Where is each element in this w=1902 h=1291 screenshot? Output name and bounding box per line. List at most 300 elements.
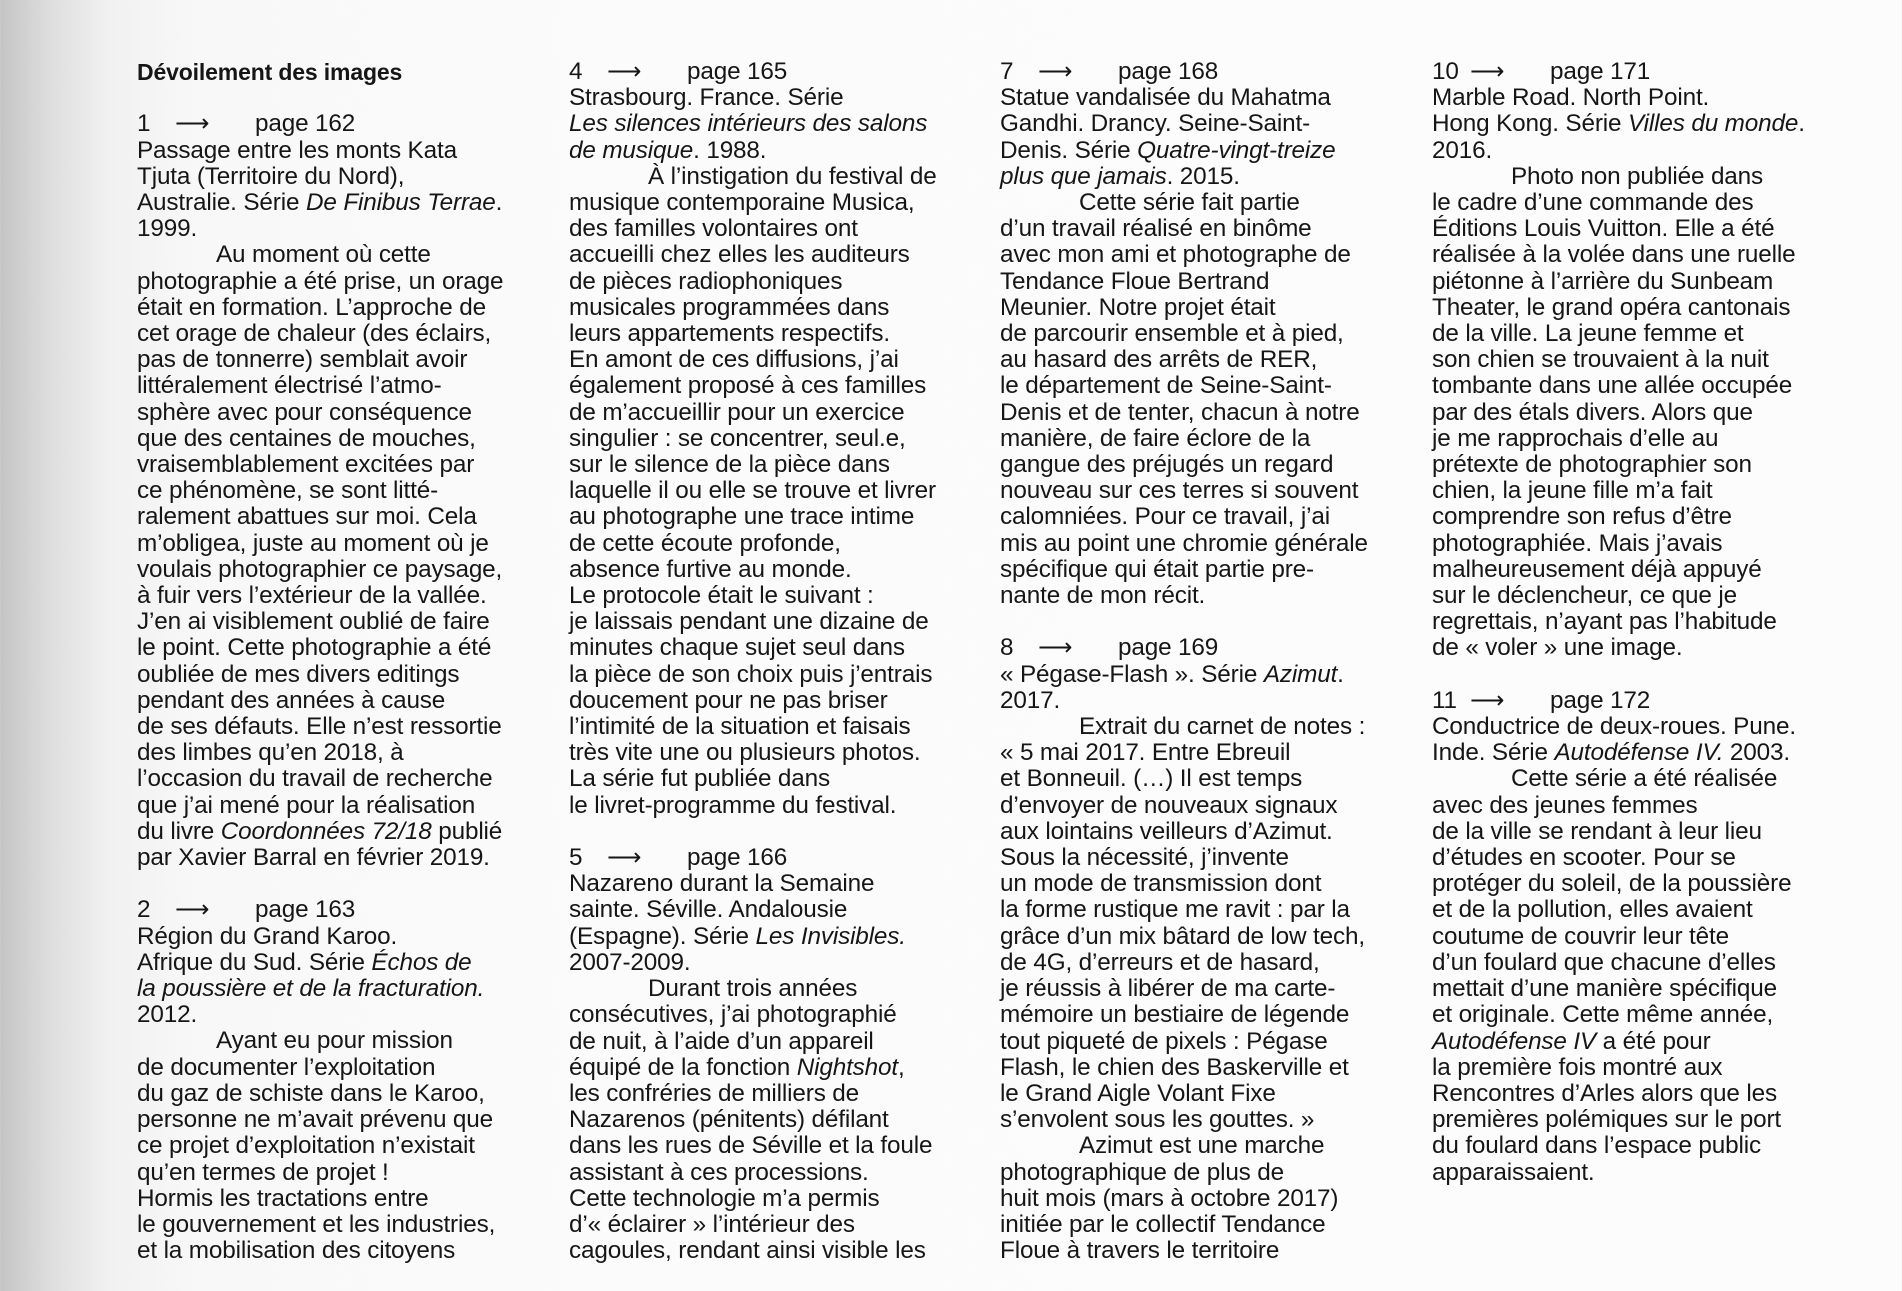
italic-title: la poussière et de la fracturation. [137, 975, 485, 1003]
line-text: initiée par le collectif Tendance [1000, 1210, 1326, 1238]
text-line [137, 583, 557, 609]
line-text: Tjuta (Territoire du Nord), [137, 162, 405, 190]
text-line [1000, 138, 1420, 164]
text-line [137, 609, 557, 635]
text-line [569, 1107, 989, 1133]
line-text: Éditions Louis Vuitton. Elle a été [1432, 215, 1775, 243]
text-line [1000, 216, 1420, 242]
text-line [1000, 1029, 1420, 1055]
text-line [1432, 242, 1852, 268]
text-line [1432, 478, 1852, 504]
text-line [1432, 740, 1852, 766]
entry-number: 1 [137, 110, 151, 138]
text-line [569, 321, 989, 347]
text-line [1432, 950, 1852, 976]
line-text: huit mois (mars à octobre 2017) [1000, 1184, 1339, 1212]
text-line [569, 531, 989, 557]
entry-header [1432, 688, 1852, 714]
text-line [137, 1160, 557, 1186]
line-text: pas de tonnerre) semblait avoir [137, 346, 468, 374]
line-text: la forme rustique me ravit : par la [1000, 896, 1350, 924]
text-line [569, 400, 989, 426]
line-text: Flash, le chien des Baskerville et [1000, 1053, 1349, 1081]
text-line [137, 557, 557, 583]
text-line [1000, 242, 1420, 268]
text-line [137, 138, 557, 164]
text-line [137, 190, 557, 216]
text-line [1000, 662, 1420, 688]
line-text: que j’ai mené pour la réalisation [137, 791, 476, 819]
text-line [137, 400, 557, 426]
line-text: le cadre d’une commande des [1432, 189, 1754, 217]
line-text: musique contemporaine Musica, [569, 189, 915, 217]
text-line [569, 714, 989, 740]
entry-number: 10 [1432, 58, 1459, 85]
text-line [1432, 924, 1852, 950]
text-line [1000, 1081, 1420, 1107]
text-line [1000, 793, 1420, 819]
line-text: de la ville. La jeune femme et [1432, 320, 1744, 348]
entry-number: 11 [1432, 686, 1457, 714]
italic-title: Autodéfense IV [1432, 1027, 1597, 1055]
line-text: Marble Road. North Point. [1432, 84, 1710, 112]
arrow-icon: ⟶ [175, 110, 210, 138]
text-line [1432, 557, 1852, 583]
caption-entry [1000, 635, 1420, 1264]
text-line [137, 295, 557, 321]
line-text: (Espagne). Série [569, 922, 756, 950]
text-line [569, 478, 989, 504]
line-text: premières polémiques sur le port [1432, 1106, 1782, 1134]
line-text: le Grand Aigle Volant Fixe [1000, 1079, 1276, 1107]
text-line [1432, 1160, 1852, 1186]
page-reference: page 162 [255, 110, 356, 138]
italic-title: De Finibus Terrae [305, 189, 496, 216]
line-text: d’un foulard que chacune d’elles [1432, 948, 1776, 976]
line-text: Gandhi. Drancy. Seine-Saint- [1000, 110, 1311, 138]
text-line [137, 819, 557, 845]
line-text: leurs appartements respectifs. [569, 320, 890, 348]
page-reference: page 166 [687, 844, 788, 872]
line-text: 2007-2009. [569, 948, 691, 976]
line-text: Le protocole était le suivant : [569, 582, 874, 610]
line-text: de 4G, d’erreurs et de hasard, [1000, 948, 1320, 976]
line-text: vraisemblablement excitées par [137, 451, 475, 479]
line-text: grâce d’un mix bâtard de low tech, [1000, 922, 1365, 950]
line-text: de documenter l’exploitation [137, 1053, 436, 1081]
text-line [1432, 295, 1852, 321]
text-line [137, 426, 557, 452]
text-line [569, 452, 989, 478]
italic-title: Coordonnées 72/18 [220, 817, 432, 845]
line-text: de cette écoute profonde, [569, 529, 841, 557]
text-line [137, 1002, 557, 1028]
line-text-after: , [898, 1053, 905, 1081]
text-line [137, 531, 557, 557]
line-text-after: publié [431, 817, 503, 845]
line-text: Statue vandalisée du Mahatma [1000, 84, 1331, 112]
text-line [137, 1186, 557, 1212]
line-text: Floue à travers le territoire [1000, 1237, 1280, 1265]
line-text-after: . [1337, 660, 1344, 688]
text-line [1432, 793, 1852, 819]
text-line [1432, 845, 1852, 871]
text-line [569, 871, 989, 897]
text-line [1432, 321, 1852, 347]
text-line [137, 688, 557, 714]
text-line [1000, 452, 1420, 478]
line-text: mémoire un bestiaire de légende [1000, 1001, 1350, 1029]
text-line [1000, 1002, 1420, 1028]
text-column-1 [137, 59, 557, 1291]
line-text: d’« éclairer » l’intérieur des [569, 1210, 855, 1238]
line-text: Rencontres d’Arles alors que les [1432, 1079, 1777, 1107]
text-line [569, 347, 989, 373]
text-line [137, 1133, 557, 1159]
line-text: au photographe une trace intime [569, 503, 915, 531]
text-line [1000, 688, 1420, 714]
line-text: les confréries de milliers de [569, 1079, 860, 1107]
text-line [569, 85, 989, 111]
text-line [1000, 1186, 1420, 1212]
line-text: des limbes qu’en 2018, à [137, 739, 404, 767]
text-line [1000, 845, 1420, 871]
arrow-icon: ⟶ [607, 844, 642, 872]
text-line [1000, 373, 1420, 399]
line-text: À l’instigation du festival de [648, 162, 937, 190]
text-line [1432, 583, 1852, 609]
line-text: du foulard dans l’espace public [1432, 1132, 1761, 1160]
text-line [1432, 1081, 1852, 1107]
line-text: 2012. [137, 1001, 198, 1029]
line-text: Inde. Série [1432, 739, 1555, 767]
line-text: je laissais pendant une dizaine de [569, 608, 929, 636]
entry-number: 4 [569, 58, 583, 85]
text-line [1000, 478, 1420, 504]
text-line [1000, 766, 1420, 792]
line-text: dans les rues de Séville et la foule [569, 1132, 933, 1160]
line-text: oubliée de mes divers editings [137, 660, 460, 688]
text-line [1000, 111, 1420, 137]
line-text: 2017. [1000, 686, 1061, 714]
text-line [569, 373, 989, 399]
line-text-after: . [1798, 110, 1805, 138]
text-line [1432, 190, 1852, 216]
line-text: qu’en termes de projet ! [137, 1158, 389, 1186]
text-line [569, 1186, 989, 1212]
line-text: de la ville se rendant à leur lieu [1432, 817, 1762, 845]
text-line [1432, 216, 1852, 242]
line-text: d’envoyer de nouveaux signaux [1000, 791, 1338, 819]
text-line [569, 138, 989, 164]
line-text: consécutives, j’ai photographié [569, 1001, 897, 1029]
line-text: avec mon ami et photographe de [1000, 241, 1351, 269]
text-line [1000, 819, 1420, 845]
text-line [137, 321, 557, 347]
line-text: regrettais, n’ayant pas l’habitude [1432, 608, 1777, 636]
line-text: s’envolent sous les gouttes. » [1000, 1106, 1315, 1134]
text-line [1432, 871, 1852, 897]
entry-number: 8 [1000, 634, 1014, 662]
text-line [137, 1107, 557, 1133]
text-line [1432, 400, 1852, 426]
text-line [569, 111, 989, 137]
text-line [569, 793, 989, 819]
caption-entry [1000, 59, 1420, 609]
text-column-4 [1432, 59, 1852, 1212]
text-line [137, 164, 557, 190]
text-line [137, 766, 557, 792]
caption-entry [1432, 59, 1852, 662]
line-text: des familles volontaires ont [569, 215, 858, 243]
line-text: du livre [137, 817, 221, 845]
line-text-after: . 1988. [693, 136, 767, 164]
text-line [1432, 1002, 1852, 1028]
section-heading: Dévoilement des images [137, 59, 403, 85]
line-text: la pièce de son choix puis j’entrais [569, 660, 933, 688]
text-line [1432, 609, 1852, 635]
text-line [137, 1028, 557, 1054]
text-line [1000, 924, 1420, 950]
text-line [1432, 531, 1852, 557]
line-text: accueilli chez elles les auditeurs [569, 241, 910, 269]
italic-title: Azimut [1263, 660, 1338, 688]
line-text: et de la pollution, elles avaient [1432, 896, 1753, 924]
italic-title: Les Invisibles. [755, 922, 906, 950]
line-text: par Xavier Barral en février 2019. [137, 844, 490, 872]
line-text: Conductrice de deux-roues. Pune. [1432, 713, 1796, 741]
text-line [1000, 871, 1420, 897]
line-text: mettait d’une manière spécifique [1432, 975, 1778, 1003]
line-text-after: a été pour [1596, 1027, 1711, 1055]
line-text: et originale. Cette même année, [1432, 1001, 1774, 1029]
line-text: son chien se trouvaient à la nuit [1432, 346, 1769, 374]
text-column-2 [569, 59, 989, 1291]
text-line [137, 269, 557, 295]
text-line [1432, 635, 1852, 661]
line-text: Australie. Série [137, 189, 306, 216]
line-text: Denis. Série [1000, 136, 1138, 164]
line-text: absence furtive au monde. [569, 555, 852, 583]
text-line [1000, 897, 1420, 923]
italic-title: Échos de [371, 948, 472, 976]
text-line [569, 190, 989, 216]
text-line [1432, 1133, 1852, 1159]
line-text: Cette série fait partie [1079, 189, 1300, 217]
text-line [1000, 976, 1420, 1002]
line-text-after: 2003. [1723, 739, 1790, 767]
line-text: Azimut est une marche [1079, 1132, 1325, 1160]
arrow-icon: ⟶ [1470, 58, 1505, 85]
text-line [137, 714, 557, 740]
text-line [137, 635, 557, 661]
text-line [137, 1081, 557, 1107]
line-text: coutume de couvrir leur tête [1432, 922, 1729, 950]
text-line [137, 373, 557, 399]
line-text: Nazarenos (pénitents) défilant [569, 1106, 889, 1134]
line-text: aux lointains veilleurs d’Azimut. [1000, 817, 1333, 845]
page-reference: page 171 [1550, 58, 1651, 85]
line-text: Ayant eu pour mission [216, 1027, 453, 1055]
text-line [1000, 400, 1420, 426]
text-line [1432, 138, 1852, 164]
line-text: d’études en scooter. Pour se [1432, 844, 1736, 872]
line-text: sphère avec pour conséquence [137, 398, 472, 426]
line-text: Sous la nécessité, j’invente [1000, 844, 1289, 872]
line-text: de « voler » une image. [1432, 634, 1683, 662]
line-text: Photo non publiée dans [1511, 162, 1764, 190]
line-text: Afrique du Sud. Série [137, 948, 372, 976]
text-line [137, 740, 557, 766]
text-line [137, 924, 557, 950]
line-text: Passage entre les monts Kata [137, 136, 457, 164]
text-line [1432, 819, 1852, 845]
caption-entry [137, 111, 557, 871]
text-line [569, 766, 989, 792]
line-text: littéralement électrisé l’atmo- [137, 372, 442, 400]
line-text: et la mobilisation des citoyens [137, 1237, 456, 1265]
line-text: réalisée à la volée dans une ruelle [1432, 241, 1796, 269]
text-line [1000, 1107, 1420, 1133]
line-text: le point. Cette photographie a été [137, 634, 492, 662]
italic-title: plus que jamais [1000, 162, 1167, 190]
text-line [1000, 85, 1420, 111]
text-line [1000, 950, 1420, 976]
text-line [569, 924, 989, 950]
line-text: 1999. [137, 215, 198, 243]
line-text: de nuit, à l’aide d’un appareil [569, 1027, 874, 1055]
text-line [569, 583, 989, 609]
line-text: photographiée. Mais j’avais [1432, 529, 1723, 557]
text-line [1000, 504, 1420, 530]
line-text: singulier : se concentrer, seul.e, [569, 424, 906, 452]
line-text: protéger du soleil, de la poussière [1432, 870, 1792, 898]
entry-header [137, 897, 557, 923]
entry-header [137, 111, 557, 137]
line-text: équipé de la fonction [569, 1053, 797, 1081]
line-text: de parcourir ensemble et à pied, [1000, 320, 1344, 348]
line-text: « 5 mai 2017. Entre Ebreuil [1000, 739, 1291, 767]
line-text: le gouvernement et les industries, [137, 1210, 496, 1238]
text-line [1000, 269, 1420, 295]
line-text: ce phénomène, se sont litté- [137, 477, 439, 505]
line-text: de pièces radiophoniques [569, 267, 843, 295]
line-text: Cette série a été réalisée [1511, 765, 1778, 793]
line-text: avec des jeunes femmes [1432, 791, 1698, 819]
text-line [569, 635, 989, 661]
line-text: minutes chaque sujet seul dans [569, 634, 905, 662]
line-text: de m’accueillir pour un exercice [569, 398, 905, 426]
text-line [1000, 426, 1420, 452]
line-text: également proposé à ces familles [569, 372, 927, 400]
line-text: photographique de plus de [1000, 1158, 1285, 1186]
text-line [1432, 164, 1852, 190]
line-text: était en formation. L’approche de [137, 293, 486, 321]
line-text: du gaz de schiste dans le Karoo, [137, 1079, 485, 1107]
text-line [1432, 452, 1852, 478]
italic-title: de musique [569, 136, 694, 164]
line-text: Au moment où cette [216, 241, 431, 269]
line-text: Denis et de tenter, chacun à notre [1000, 398, 1360, 426]
entry-number: 7 [1000, 58, 1014, 85]
text-line [569, 1081, 989, 1107]
line-text: spécifique qui était partie pre- [1000, 555, 1314, 583]
text-line [1432, 976, 1852, 1002]
text-line [1432, 897, 1852, 923]
text-line [1432, 766, 1852, 792]
line-text: ralement abattues sur moi. Cela [137, 503, 477, 531]
text-line [569, 976, 989, 1002]
line-text-after: . [495, 189, 503, 216]
text-line [137, 242, 557, 268]
text-line [1000, 1238, 1420, 1264]
line-text: par des étals divers. Alors que [1432, 398, 1753, 426]
text-line [569, 242, 989, 268]
caption-entry [137, 897, 557, 1264]
line-text: et Bonneuil. (…) Il est temps [1000, 765, 1303, 793]
text-line [1000, 740, 1420, 766]
line-text: Région du Grand Karoo. [137, 922, 398, 950]
text-line [569, 1238, 989, 1264]
text-line [569, 164, 989, 190]
line-text: voulais photographier ce paysage, [137, 555, 503, 583]
text-line [569, 688, 989, 714]
text-line [137, 452, 557, 478]
line-text: ce projet d’exploitation n’existait [137, 1132, 475, 1160]
italic-title: Quatre-vingt-treize [1137, 136, 1336, 164]
text-line [137, 216, 557, 242]
line-text: Strasbourg. France. Série [569, 84, 844, 112]
text-line [1000, 295, 1420, 321]
text-line [1432, 85, 1852, 111]
line-text: cet orage de chaleur (des éclairs, [137, 320, 492, 348]
text-line [569, 216, 989, 242]
text-line [569, 269, 989, 295]
text-line [137, 347, 557, 373]
line-text: piétonne à l’arrière du Sunbeam [1432, 267, 1774, 295]
text-line [137, 1212, 557, 1238]
text-line [137, 504, 557, 530]
text-line [569, 1160, 989, 1186]
text-line [569, 609, 989, 635]
line-text: m’obligea, juste au moment où je [137, 529, 489, 557]
text-line [1432, 347, 1852, 373]
text-line [569, 504, 989, 530]
italic-title: Autodéfense IV. [1554, 739, 1724, 767]
text-line [137, 845, 557, 871]
line-text-after: . 2015. [1166, 162, 1240, 190]
line-text: calomniées. Pour ce travail, j’ai [1000, 503, 1330, 531]
text-line [1000, 1212, 1420, 1238]
line-text: à fuir vers l’extérieur de la vallée. [137, 582, 487, 610]
text-line [1432, 373, 1852, 399]
text-line [1000, 1055, 1420, 1081]
line-text: mis au point une chromie générale [1000, 529, 1368, 557]
text-line [1000, 347, 1420, 373]
line-text: La série fut publiée dans [569, 765, 831, 793]
line-text: tout piqueté de pixels : Pégase [1000, 1027, 1328, 1055]
line-text: je me rapprochais d’elle au [1432, 424, 1719, 452]
line-text: laquelle il ou elle se trouve et livrer [569, 477, 936, 505]
text-line [569, 1212, 989, 1238]
arrow-icon: ⟶ [1470, 686, 1505, 714]
line-text: photographie a été prise, un orage [137, 267, 504, 295]
arrow-icon: ⟶ [607, 58, 642, 85]
line-text: le département de Seine-Saint- [1000, 372, 1332, 400]
line-text: En amont de ces diffusions, j’ai [569, 346, 899, 374]
text-line [1000, 1160, 1420, 1186]
text-line [1000, 714, 1420, 740]
